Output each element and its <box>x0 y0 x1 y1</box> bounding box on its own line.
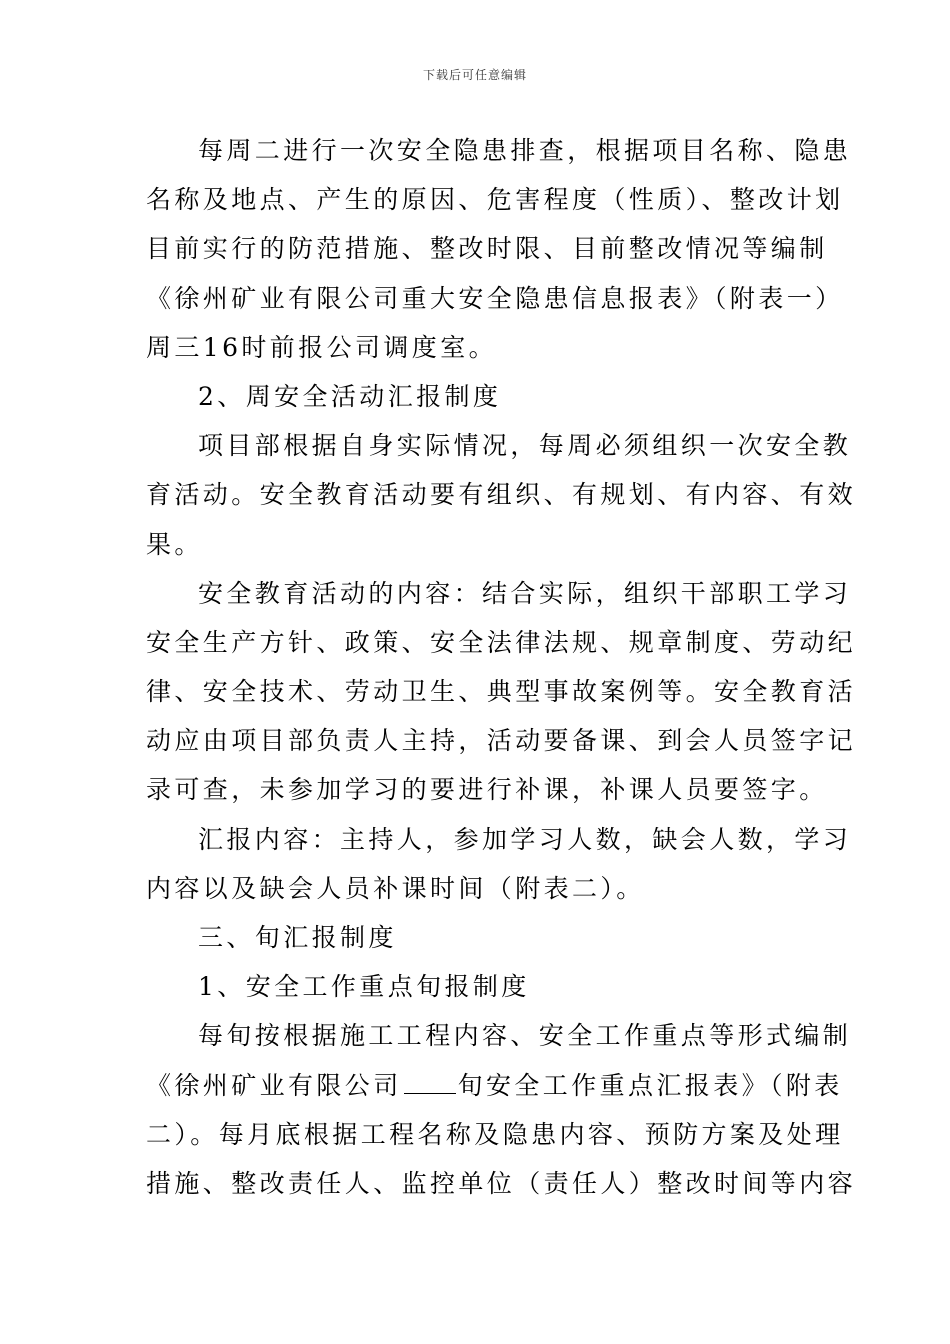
section-heading: 2、周安全活动汇报制度 <box>198 381 502 411</box>
paragraph-line: 二）。每月底根据工程名称及隐患内容、预防方案及处理 <box>146 1119 844 1149</box>
paragraph-line: 律、安全技术、劳动卫生、典型事故案例等。安全教育活 <box>146 677 857 707</box>
fill-in-blank <box>404 1071 456 1094</box>
section-heading: 三、旬汇报制度 <box>198 923 397 952</box>
paragraph-line: 周三16时前报公司调度室。 <box>146 332 498 362</box>
paragraph-line: 果。 <box>146 529 203 559</box>
paragraph-line-with-blank <box>146 1061 843 1110</box>
paragraph-line: 《徐州矿业有限公司重大安全隐患信息报表》（附表一） <box>146 283 844 313</box>
paragraph-line: 名称及地点、产生的原因、危害程度（性质）、整改计划 <box>146 185 844 215</box>
blank-line-before: 《徐州矿业有限公司 <box>146 1070 402 1100</box>
page-header: 下载后可任意编辑 <box>422 68 527 82</box>
document-body <box>146 126 857 1208</box>
paragraph-line: 育活动。安全教育活动要有组织、有规划、有内容、有效 <box>146 480 857 510</box>
paragraph-line: 每周二进行一次安全隐患排查，根据项目名称、隐患 <box>198 136 852 165</box>
paragraph-line: 安全生产方针、政策、安全法律法规、规章制度、劳动纪 <box>146 627 857 657</box>
paragraph-line: 措施、整改责任人、监控单位（责任人）整改时间等内容 <box>146 1168 857 1198</box>
paragraph-line: 安全教育活动的内容：结合实际，组织干部职工学习 <box>198 578 852 608</box>
section-heading: 1、安全工作重点旬报制度 <box>198 972 530 1002</box>
paragraph-line: 动应由项目部负责人主持，活动要备课、到会人员签字记 <box>146 726 857 756</box>
paragraph-line: 项目部根据自身实际情况，每周必须组织一次安全教 <box>198 431 852 461</box>
paragraph-line: 汇报内容：主持人，参加学习人数，缺会人数，学习 <box>198 824 852 854</box>
paragraph-line: 录可查，未参加学习的要进行补课，补课人员要签字。 <box>146 775 828 805</box>
paragraph-line: 每旬按根据施工工程内容、安全工作重点等形式编制 <box>198 1021 852 1051</box>
paragraph-line: 内容以及缺会人员补课时间（附表二）。 <box>146 873 645 903</box>
paragraph-line: 目前实行的防范措施、整改时限、目前整改情况等编制 <box>146 234 828 264</box>
blank-line-after: 旬安全工作重点汇报表》（附表 <box>457 1070 843 1100</box>
